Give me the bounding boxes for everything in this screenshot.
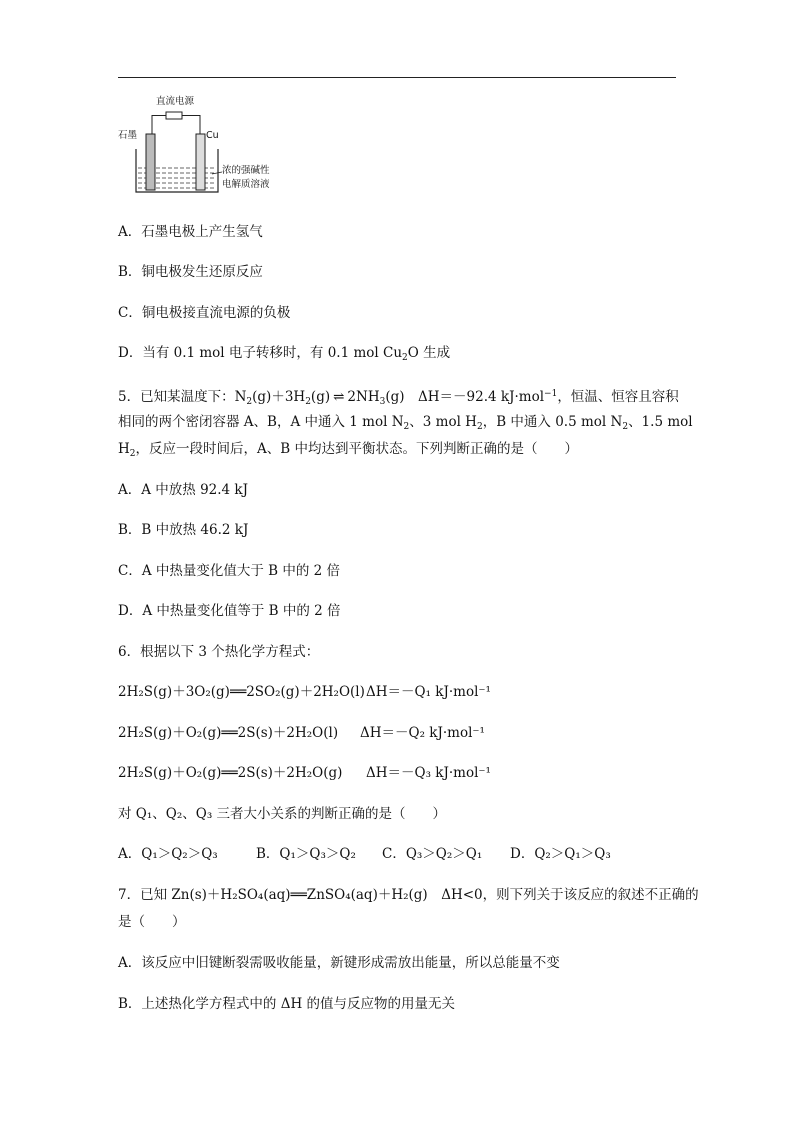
q5-stem-line-1: 5．已知某温度下：$N_2(g)+3H_2(g)$ ⇌ $2NH_3(g)$ ΔH＝－92.4 kJ·mol$^{-1}$，恒温、恒容且容积 [118, 389, 679, 407]
power-source-label: 直流电源 [156, 96, 195, 107]
q6-equation-1-dh: ΔH＝－Q₁ kJ·mol⁻¹ [366, 684, 491, 700]
graphite-label: 石墨 [118, 130, 138, 141]
q6-equation-3-dh: ΔH＝－Q₃ kJ·mol⁻¹ [366, 765, 491, 781]
q5-option-c: C．A 中热量变化值大于 B 中的 2 倍 [118, 563, 341, 579]
q5-stem-line-2: 相同的两个密闭容器 A、B，A 中通入 1 mol $N_2$、3 mol $H_2$，B 中通入 0.5 mol $N_2$、1.5 mol [118, 414, 693, 432]
header-rule [118, 77, 676, 78]
solution-label-1: 浓的强碱性 [222, 165, 270, 176]
solution-label-2: 电解质溶液 [222, 179, 270, 190]
q6-equation-2: 2H₂S(g)＋O₂(g)══2S(s)＋2H₂O(l) [118, 725, 339, 741]
q5-option-b: B．B 中放热 46.2 kJ [118, 522, 249, 538]
q7-stem-line-1: 7．已知 Zn(s)＋H₂SO₄(aq)══ZnSO₄(aq)＋H₂(g) ΔH<0，则下列关于该反应的叙述不正确的 [118, 887, 699, 903]
q5-option-d: D．A 中热量变化值等于 B 中的 2 倍 [118, 603, 341, 619]
q4-option-a: A．石墨电极上产生氢气 [118, 224, 263, 240]
q7-option-a: A．该反应中旧键断裂需吸收能量，新键形成需放出能量，所以总能量不变 [118, 955, 560, 971]
q4-option-b: B．铜电极发生还原反应 [118, 264, 263, 280]
q6-option-c: C．Q₃＞Q₂＞Q₁ [382, 846, 483, 862]
q6-stem: 6．根据以下 3 个热化学方程式： [118, 644, 320, 660]
q7-option-b: B．上述热化学方程式中的 ΔH 的值与反应物的用量无关 [118, 996, 456, 1012]
q6-equation-3: 2H₂S(g)＋O₂(g)══2S(s)＋2H₂O(g) [118, 765, 343, 781]
q5-option-a: A．A 中放热 92.4 kJ [118, 482, 249, 498]
q7-stem-line-2: 是（ ） [118, 914, 186, 930]
q6-option-b: B．Q₁＞Q₃＞Q₂ [256, 846, 356, 862]
q5-stem-line-3: $H_2$，反应一段时间后，A、B 中均达到平衡状态。下列判断正确的是（ ） [118, 441, 578, 459]
copper-label: Cu [206, 130, 219, 141]
q6-equation-1: 2H₂S(g)＋3O₂(g)══2SO₂(g)＋2H₂O(l) [118, 684, 365, 700]
q4-option-d: D．当有 0.1 mol 电子转移时，有 0.1 mol $Cu_2O$ 生成 [118, 345, 451, 363]
q4-option-c: C．铜电极接直流电源的负极 [118, 305, 291, 321]
q6-equation-2-dh: ΔH＝－Q₂ kJ·mol⁻¹ [360, 725, 485, 741]
electrolysis-diagram [116, 92, 286, 200]
q6-option-d: D．Q₂＞Q₁＞Q₃ [510, 846, 611, 862]
q6-option-a: A．Q₁＞Q₂＞Q₃ [118, 846, 218, 862]
q6-question: 对 Q₁、Q₂、Q₃ 三者大小关系的判断正确的是（ ） [118, 806, 447, 822]
